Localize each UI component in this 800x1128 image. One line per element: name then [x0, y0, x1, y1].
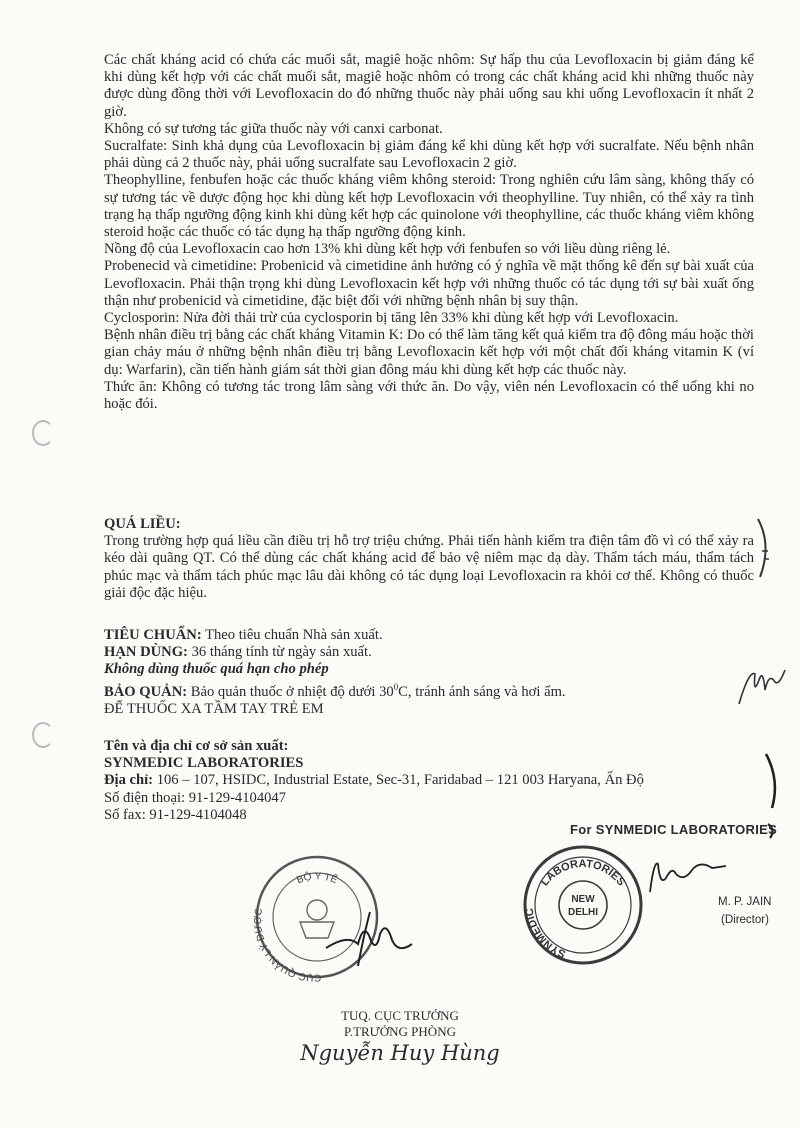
fax-line: Số fax: 91-129-4104048 [104, 806, 247, 823]
svg-text:LABORATORIES [539, 858, 627, 888]
storage-value-pre: Bảo quản thuốc ở nhiệt độ dưới 30 [187, 683, 394, 700]
standard-label: TIÊU CHUẨN: [104, 627, 202, 643]
product-info-section [104, 627, 754, 718]
official-seal-left: CỤC QUẢN LÝ DƯỢC [252, 907, 322, 982]
manufacturer-heading: Tên và địa chỉ cơ sở sản xuất: [104, 738, 289, 754]
paragraph-probenecid: Probenecid và cimetidine: Probenicid và cimetidine ảnh hưởng có ý nghĩa về mặt thống kê đến sự bài xuất của Levofloxacin. Phải thận trọng khi dùng Levofloxacin kết hợp với những thuốc có tác dụng tới sự bài xuất ống thận như probenicid và cimetidine, đặc biệt đối với những bệnh nhân bị suy thận. [104, 258, 754, 309]
storage-degree: 0 [393, 681, 399, 692]
paragraph-antacids: Các chất kháng acid có chứa các muối sắt, magiê hoặc nhôm: Sự hấp thu của Levofloxacin bị giảm đáng kể khi dùng kết hợp với các chất muối sắt, magiê hoặc nhôm có trong các chất kháng acid khi những thuốc này được dùng đồng thời với Levofloxacin do đó những thuốc này phải uống sau khi uống Levofloxacin ít nhất 2 giờ. [104, 52, 754, 120]
official-signature-block [300, 1008, 500, 1066]
director-name: M. P. JAIN [718, 896, 772, 908]
director-signature-icon [640, 852, 730, 902]
paragraph-food: Thức ăn: Không có tương tác trong lâm sàng với thức ăn. Do vậy, viên nén Levofloxacin có thể uống khi no hoặc đói. [104, 378, 754, 413]
company-signature-label: For SYNMEDIC LABORATORIES [570, 822, 778, 837]
expiry-warning: Không dùng thuốc quá hạn cho phép [104, 661, 329, 678]
paragraph-calcium: Không có sự tương tác giữa thuốc này với canxi carbonat. [104, 120, 443, 137]
address-label: Địa chỉ: [104, 772, 154, 789]
punch-hole-bottom [32, 722, 54, 748]
official-line-1: TUQ. CỤC TRƯỞNG [341, 1008, 459, 1023]
paragraph-theophylline: Theophylline, fenbufen hoặc các thuốc kháng viêm không steroid: Trong nghiên cứu lâm sàng, không thấy có sự tương tác về dược động học khi dùng kết hợp Levofloxacin với theophylline. Tuy nhiên, có thể xảy ra tình trạng hạ thấp ngưỡng động kinh khi dùng kết hợp các quinolone với theophylline, các thuốc kháng viêm không steroid hoặc các thuốc có tác dụng hạ thấp ngưỡng động kinh. [104, 172, 754, 241]
stamp-top-text: LABORATORIES [538, 857, 628, 889]
manufacturer-section [104, 738, 754, 824]
margin-scribble-icon [750, 515, 780, 585]
overdose-heading: QUÁ LIỀU: [104, 516, 181, 532]
manufacturer-name: SYNMEDIC LABORATORIES [104, 755, 304, 772]
stamp-left-text: SYNMEDIC [523, 907, 568, 960]
paragraph-cyclosporin: Cyclosporin: Nửa đời thải trừ của cyclosporin bị tăng lên 33% khi dùng kết hợp với Levofloxacin. [104, 310, 679, 327]
stamp-center-2: DELHI [568, 907, 598, 918]
paragraph-vitamin-k: Bệnh nhân điều trị bằng các chất kháng Vitamin K: Do có thể làm tăng kết quả kiểm tra độ đông máu hoặc thời gian chảy máu ở những bệnh nhân điều trị bằng Levofloxacin kết hợp với một chất đối kháng vitamin K (ví dụ: Warfarin), cần tiến hành giám sát thời gian đông máu khi dùng kết hợp các thuốc này. [104, 327, 754, 378]
address-line [104, 772, 754, 789]
paragraph-sucralfate: Sucralfate: Sinh khả dụng của Levofloxacin bị giảm đáng kể khi dùng kết hợp với sucralfate. Nếu bệnh nhân phải dùng cả 2 thuốc này, phải uống sucralfate sau Levofloxacin 2 giờ. [104, 138, 754, 172]
overdose-section [104, 516, 754, 602]
children-warning: ĐỂ THUỐC XA TẦM TAY TRẺ EM [104, 700, 324, 717]
storage-label: BẢO QUẢN: [104, 683, 188, 700]
director-title: (Director) [721, 914, 769, 926]
official-seal-top: BỘ Y TẾ [295, 871, 339, 887]
stamp-center-1: NEW [571, 894, 595, 905]
company-stamp [520, 842, 646, 968]
official-line-2: P.TRƯỞNG PHÒNG [344, 1024, 456, 1039]
punch-hole-top [32, 420, 54, 446]
expiry-line [104, 644, 754, 661]
overdose-text: Trong trường hợp quá liều cần điều trị hỗ trợ triệu chứng. Phải tiến hành kiểm tra điện tâm đồ vì có thể xảy ra kéo dài quãng QT. Có thể dùng các chất kháng acid để bảo vệ niêm mạc dạ dày. Thẩm tách máu, thẩm tách phúc mạc và thẩm tách phúc mạc lâu dài không có tác dụng loại Levofloxacin ra khỏi cơ thể. Không có thuốc giải độc đặc hiệu. [104, 533, 754, 601]
storage-line [104, 679, 754, 701]
interactions-section [104, 52, 754, 413]
standard-line [104, 627, 754, 644]
storage-value-post: C, tránh ánh sáng và hơi ẩm. [398, 683, 566, 700]
paragraph-fenbufen: Nồng độ của Levofloxacin cao hơn 13% khi dùng kết hợp với fenbufen so với liều dùng riêng lẻ. [104, 241, 671, 258]
expiry-label: HẠN DÙNG: [104, 644, 188, 661]
expiry-value: 36 tháng tính từ ngày sản xuất. [187, 644, 372, 661]
phone-line: Số điện thoại: 91-129-4104047 [104, 789, 287, 806]
svg-text:BỘ Y TẾ [295, 870, 340, 887]
official-name: Nguyễn Huy Hùng [300, 1041, 500, 1065]
standard-value: Theo tiêu chuẩn Nhà sản xuất. [201, 627, 383, 643]
official-signature-icon [318, 904, 418, 974]
address-value: 106 – 107, HSIDC, Industrial Estate, Sec-31, Faridabad – 121 003 Haryana, Ấn Độ [153, 772, 644, 789]
